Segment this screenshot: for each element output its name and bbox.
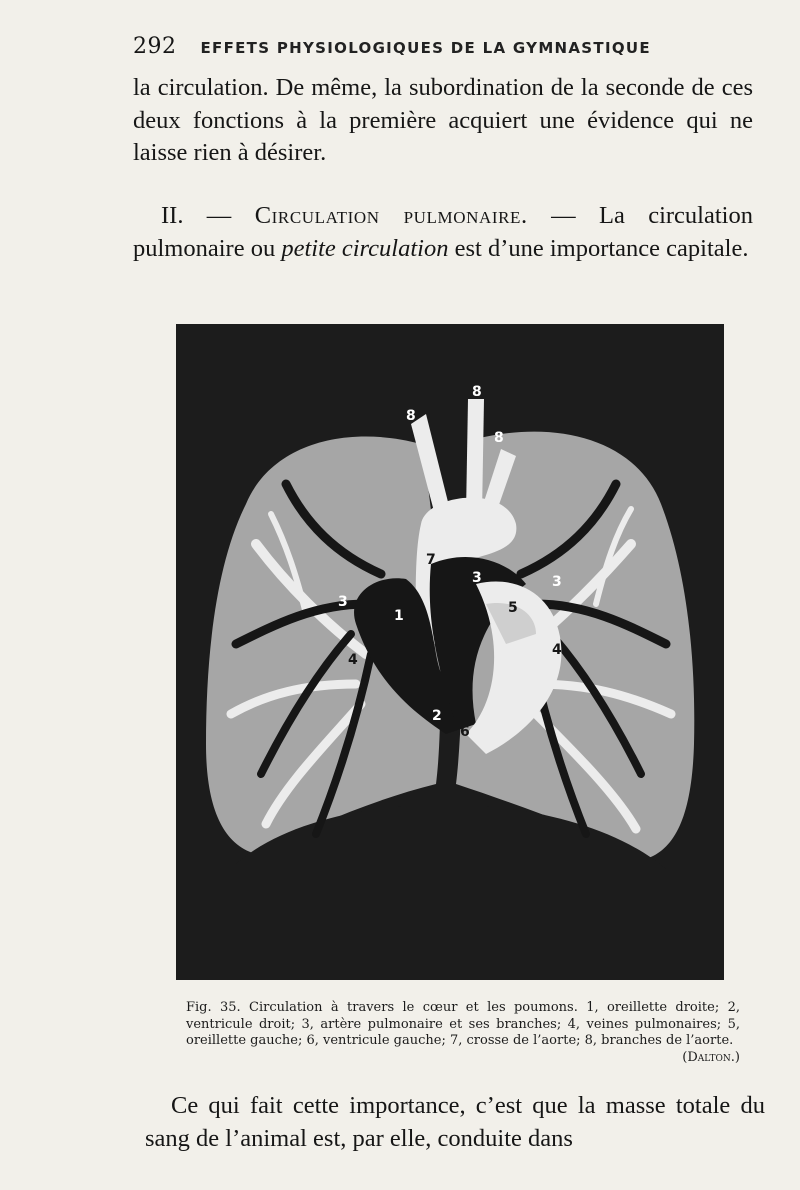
label-8a: 8 <box>406 408 416 424</box>
paragraph-following: Ce qui fait cette importance, c’est que la masse totale du sang de l’animal est, par elle, conduite dans <box>145 1092 765 1152</box>
label-3a: 3 <box>338 594 348 610</box>
heart-lungs-illustration <box>176 324 724 980</box>
section-emphasis: petite circulation <box>281 234 449 262</box>
page-header <box>133 34 733 60</box>
label-8c: 8 <box>494 430 504 446</box>
label-4a: 4 <box>348 652 358 668</box>
section-text-a: — La circulation pulmonaire ou <box>133 202 753 262</box>
caption-credit: (Dalton.) <box>682 1049 740 1065</box>
caption-text: Fig. 35. Circulation à travers le cœur et les poumons. 1, oreillette droite; 2, ventricule droit; 3, artère pulmonaire et ses branches; 4, veines pulmonaires; 5, oreillette gauche; 6, ventricule gauche; 7, crosse de l’aorte; 8, branches de l’aorte. <box>186 1000 740 1048</box>
label-1: 1 <box>394 608 404 624</box>
aortic-branch-middle <box>466 399 484 514</box>
section-paragraph <box>133 200 753 265</box>
section-text-b: est d’une importance capitale. <box>448 234 749 262</box>
heart-lungs-figure <box>176 324 724 980</box>
running-title: EFFETS PHYSIOLOGIQUES DE LA GYMNASTIQUE <box>200 39 651 57</box>
page-number: 292 <box>133 34 177 59</box>
figure-caption <box>186 1000 740 1066</box>
label-4b: 4 <box>552 642 562 658</box>
label-8b: 8 <box>472 384 482 400</box>
section-title: Circulation pulmonaire. <box>254 202 528 229</box>
label-5: 5 <box>508 600 518 616</box>
label-3b: 3 <box>472 570 482 586</box>
label-2: 2 <box>432 708 442 724</box>
label-3c: 3 <box>552 574 562 590</box>
label-7: 7 <box>426 552 436 568</box>
section-number: II. — <box>161 202 232 229</box>
label-6: 6 <box>460 724 470 740</box>
paragraph-intro: la circulation. De même, la subordination de la seconde de ces deux fonctions à la première acquiert une évidence qui ne laisse rien à désirer. <box>133 74 753 166</box>
